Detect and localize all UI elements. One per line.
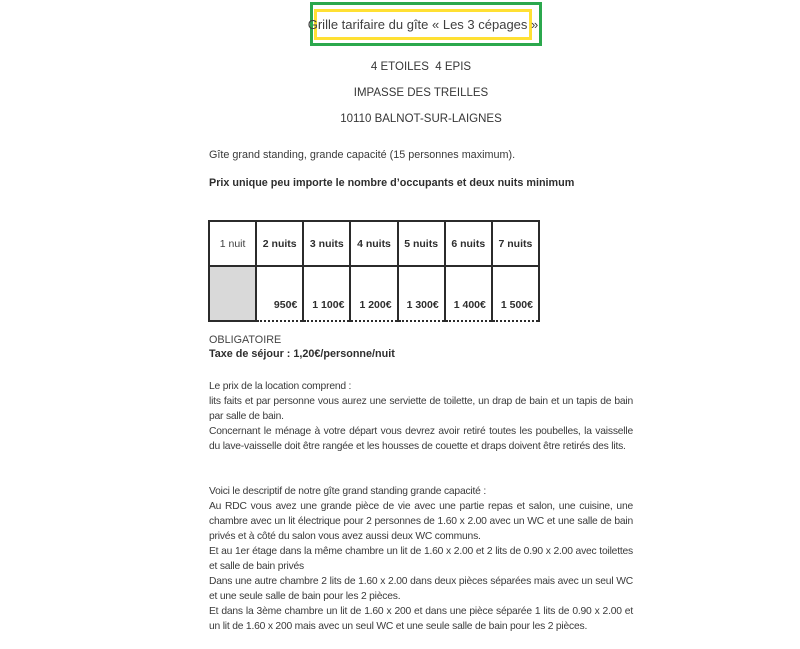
nights-header-cell: 1 nuit: [209, 221, 256, 266]
description-paragraph: Voici le descriptif de notre gîte grand standing grande capacité :: [209, 486, 487, 497]
title-frame-inner: [307, 9, 539, 40]
price-cell: 1 500€: [492, 266, 539, 321]
nights-header-cell: 7 nuits: [492, 221, 539, 266]
nights-header-row: [209, 221, 539, 266]
included-paragraph: Le prix de la location comprend :: [209, 381, 352, 392]
nights-header-cell: 3 nuits: [303, 221, 350, 266]
description-paragraph: Et dans la 3ème chambre un lit de 1.60 x 200 et dans une pièce séparée 1 lits de 0.90 x 2.00 et un lit de 1.60 x 200 mais avec un seul WC et une seule salle de bain pour les 2 pièces.: [209, 606, 633, 632]
empty-price-cell: [209, 266, 256, 321]
price-policy-line: Prix unique peu importe le nombre d’occupants et deux nuits minimum: [209, 177, 575, 189]
included-paragraph: lits faits et par personne vous aurez une serviette de toilette, un drap de bain et un tapis de bain par salle de bain.: [209, 396, 633, 422]
included-section: [209, 379, 633, 454]
included-paragraph: Concernant le ménage à votre départ vous devrez avoir retiré toutes les poubelles, la vaisselle du lave-vaisselle doit être rangée et les housses de couette et draps doivent être retirés des lits.: [209, 426, 633, 452]
price-cell: 1 300€: [398, 266, 445, 321]
description-section: [209, 484, 633, 634]
price-cell: 1 100€: [303, 266, 350, 321]
price-table: [208, 220, 540, 322]
tourist-tax-line: Taxe de séjour : 1,20€/personne/nuit: [209, 348, 395, 360]
document-title: Grille tarifaire du gîte « Les 3 cépages »: [307, 17, 539, 32]
mandatory-label: OBLIGATOIRE: [209, 334, 282, 346]
nights-header-cell: 4 nuits: [350, 221, 397, 266]
description-paragraph: Dans une autre chambre 2 lits de 1.60 x 2.00 dans deux pièces séparées mais avec un seul WC et une seule salle de bain pour les 2 pièces.: [209, 576, 633, 602]
nights-header-cell: 2 nuits: [256, 221, 303, 266]
rating-line: 4 ETOILES 4 EPIS: [370, 61, 472, 73]
nights-header-cell: 6 nuits: [445, 221, 492, 266]
title-frame-outer: [307, 2, 542, 46]
price-cell: 950€: [256, 266, 303, 321]
capacity-line: Gîte grand standing, grande capacité (15 personnes maximum).: [209, 149, 516, 161]
address-street-line: IMPASSE DES TREILLES: [353, 87, 489, 99]
prices-row: [209, 266, 539, 321]
price-cell: 1 400€: [445, 266, 492, 321]
description-paragraph: Au RDC vous avez une grande pièce de vie avec une partie repas et salon, une cuisine, une chambre avec un lit électrique pour 2 personnes de 1.60 x 2.00 avec un WC et une salle de bain privés et à côté du salon vous avez aussi deux WC communs.: [209, 501, 633, 542]
description-paragraph: Et au 1er étage dans la même chambre un lit de 1.60 x 2.00 et 2 lits de 0.90 x 2.00 avec toilettes et salle de bain privés: [209, 546, 633, 572]
address-city-line: 10110 BALNOT-SUR-LAIGNES: [340, 113, 502, 125]
price-cell: 1 200€: [350, 266, 397, 321]
nights-header-cell: 5 nuits: [398, 221, 445, 266]
